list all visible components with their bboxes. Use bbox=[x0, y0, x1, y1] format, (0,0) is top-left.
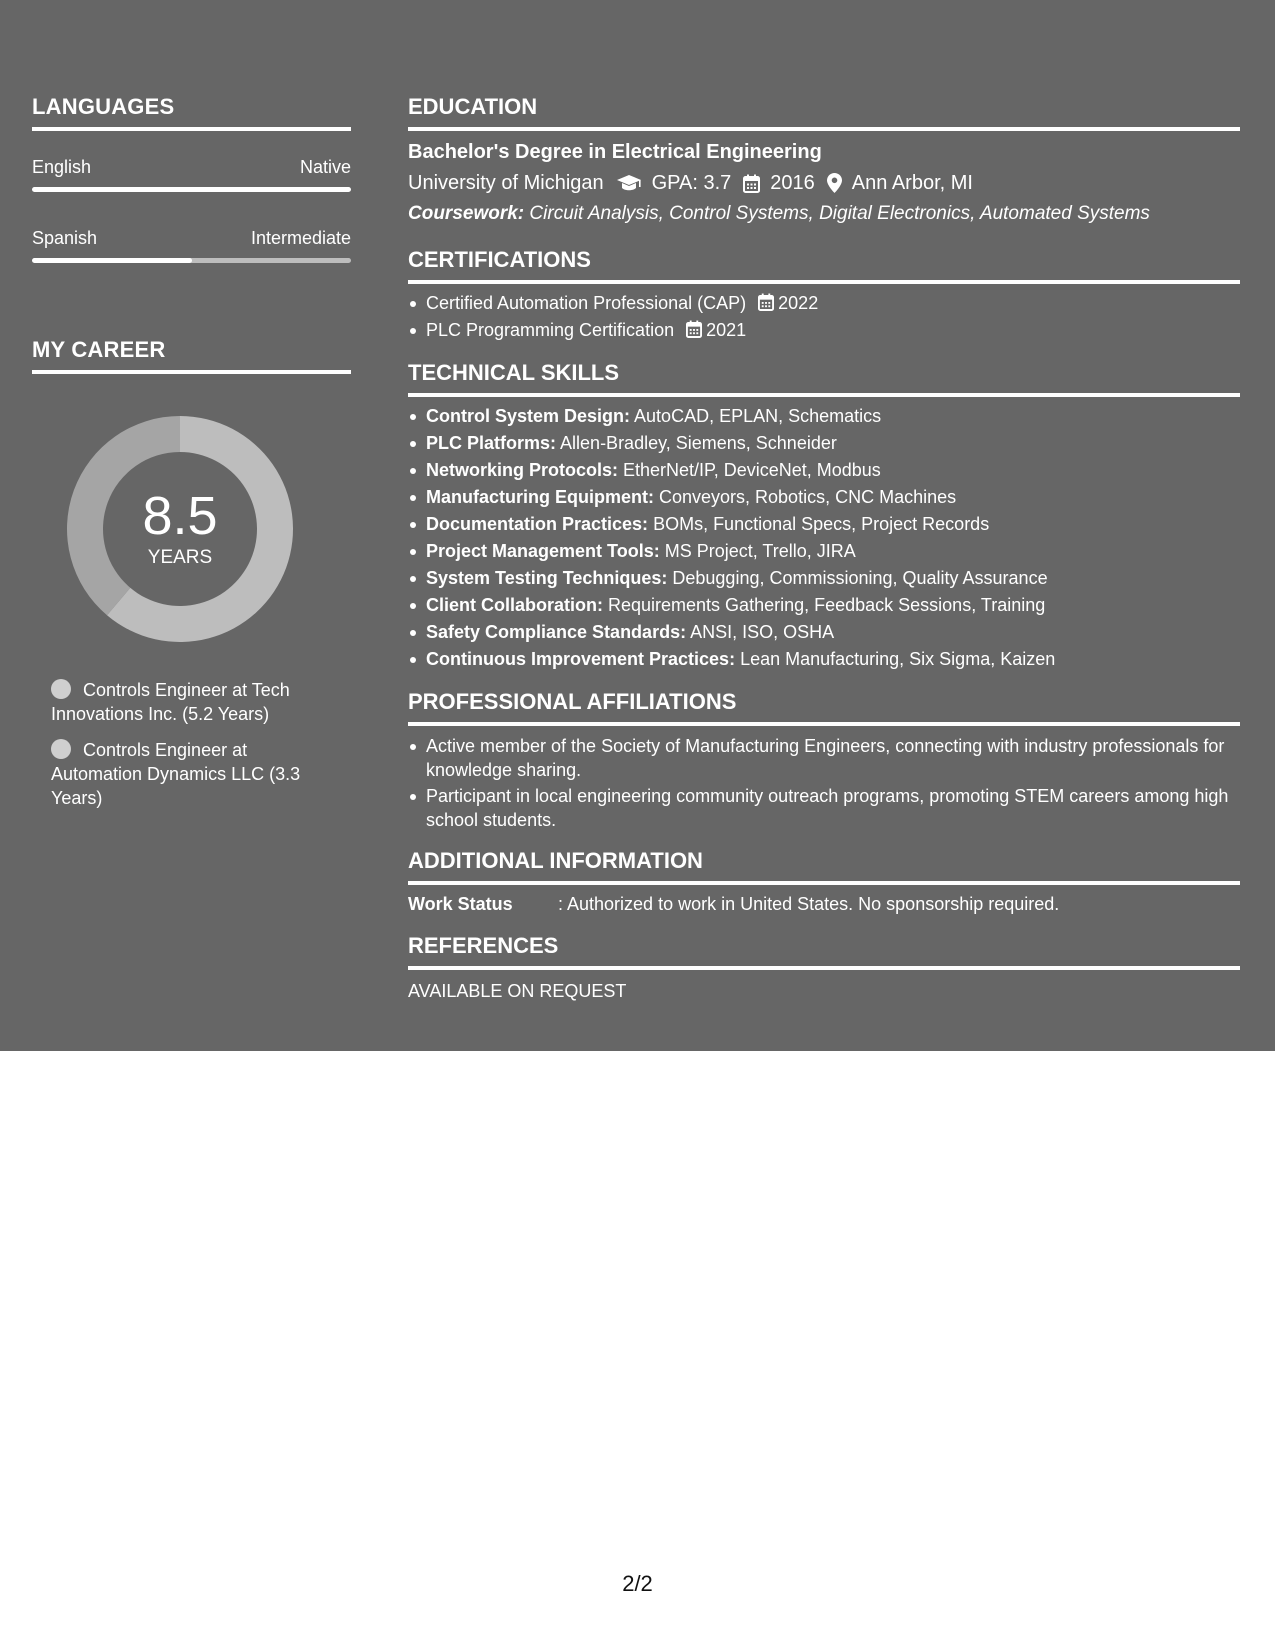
career-total-years: 8.5 bbox=[142, 486, 218, 546]
references-heading: REFERENCES bbox=[408, 933, 559, 958]
work-status-row bbox=[408, 893, 1240, 915]
skill-item bbox=[408, 592, 1240, 619]
affiliations-list bbox=[408, 734, 1240, 832]
location-pin-icon bbox=[827, 173, 842, 193]
skill-label: Continuous Improvement Practices: bbox=[426, 649, 736, 669]
education-location: Ann Arbor, MI bbox=[851, 172, 973, 194]
skill-value: Lean Manufacturing, Six Sigma, Kaizen bbox=[735, 649, 1056, 669]
language-item-spanish bbox=[32, 227, 351, 263]
skill-value: ANSI, ISO, OSHA bbox=[686, 622, 835, 642]
skill-value: AutoCAD, EPLAN, Schematics bbox=[630, 406, 882, 426]
coursework-list: Circuit Analysis, Control Systems, Digital Electronics, Automated Systems bbox=[524, 203, 1150, 224]
left-column bbox=[32, 94, 351, 810]
skills-heading: TECHNICAL SKILLS bbox=[408, 360, 620, 385]
certifications-heading: CERTIFICATIONS bbox=[408, 247, 591, 272]
skill-value: EtherNet/IP, DeviceNet, Modbus bbox=[618, 460, 881, 480]
education-coursework bbox=[408, 201, 1240, 227]
education-heading: EDUCATION bbox=[408, 94, 538, 119]
skills-divider bbox=[408, 393, 1240, 397]
coursework-label: Coursework: bbox=[408, 203, 525, 224]
skill-label: PLC Platforms: bbox=[426, 433, 557, 453]
skill-value: Conveyors, Robotics, CNC Machines bbox=[654, 487, 957, 507]
career-heading: MY CAREER bbox=[32, 337, 166, 362]
language-proficiency-fill bbox=[32, 258, 192, 263]
certification-name: PLC Programming Certification bbox=[426, 320, 675, 340]
skill-item bbox=[408, 646, 1240, 673]
education-gpa: GPA: 3.7 bbox=[651, 172, 732, 194]
language-proficiency-fill bbox=[32, 187, 351, 192]
career-donut-chart bbox=[67, 416, 293, 642]
graduation-cap-icon bbox=[616, 174, 642, 192]
skill-item bbox=[408, 538, 1240, 565]
skill-label: Networking Protocols: bbox=[426, 460, 619, 480]
work-status-label: Work Status bbox=[408, 894, 513, 914]
calendar-icon bbox=[758, 293, 774, 311]
calendar-icon bbox=[686, 320, 702, 338]
language-level: Native bbox=[299, 157, 351, 177]
skill-item bbox=[408, 403, 1240, 430]
skill-label: Manufacturing Equipment: bbox=[426, 487, 654, 507]
language-name: English bbox=[32, 157, 92, 177]
skill-value: BOMs, Functional Specs, Project Records bbox=[648, 514, 990, 534]
certification-item bbox=[408, 290, 1240, 317]
certification-year: 2022 bbox=[778, 293, 819, 313]
career-legend-label: Controls Engineer at Automation Dynamics LLC (3.3 Years) bbox=[51, 740, 301, 808]
education-school: University of Michigan bbox=[408, 172, 604, 194]
education-divider bbox=[408, 127, 1240, 131]
language-proficiency-bar bbox=[32, 187, 351, 192]
skill-value: MS Project, Trello, JIRA bbox=[659, 541, 856, 561]
skill-label: Project Management Tools: bbox=[426, 541, 660, 561]
skills-list bbox=[408, 403, 1240, 673]
education-year: 2016 bbox=[770, 172, 815, 194]
page-number: 2/2 bbox=[622, 1571, 653, 1596]
skill-value: Allen-Bradley, Siemens, Schneider bbox=[556, 433, 837, 453]
references-text: AVAILABLE ON REQUEST bbox=[408, 981, 627, 1001]
certification-year: 2021 bbox=[706, 320, 747, 340]
skill-label: Safety Compliance Standards: bbox=[426, 622, 687, 642]
skill-label: System Testing Techniques: bbox=[426, 568, 668, 588]
career-total-unit: YEARS bbox=[147, 547, 213, 568]
skill-item bbox=[408, 457, 1240, 484]
additional-info-divider bbox=[408, 881, 1240, 885]
right-column bbox=[408, 94, 1240, 1002]
references-divider bbox=[408, 966, 1240, 970]
affiliation-item: Participant in local engineering community outreach programs, promoting STEM careers among high school students. bbox=[408, 784, 1240, 832]
skill-label: Documentation Practices: bbox=[426, 514, 649, 534]
skill-value: Debugging, Commissioning, Quality Assurance bbox=[667, 568, 1048, 588]
certifications-list bbox=[408, 290, 1240, 344]
career-legend-item bbox=[51, 738, 341, 810]
skill-value: Requirements Gathering, Feedback Sessions, Training bbox=[603, 595, 1046, 615]
skill-label: Client Collaboration: bbox=[426, 595, 603, 615]
skill-item bbox=[408, 511, 1240, 538]
additional-info-heading: ADDITIONAL INFORMATION bbox=[408, 848, 703, 873]
career-legend-label: Controls Engineer at Tech Innovations Inc. (5.2 Years) bbox=[51, 680, 290, 724]
skill-label: Control System Design: bbox=[426, 406, 631, 426]
affiliations-heading: PROFESSIONAL AFFILIATIONS bbox=[408, 689, 737, 714]
career-legend-item bbox=[51, 678, 341, 726]
skill-item bbox=[408, 619, 1240, 646]
affiliation-item: Active member of the Society of Manufacturing Engineers, connecting with industry professionals for knowledge sharing. bbox=[408, 734, 1240, 782]
work-status-value: : Authorized to work in United States. No sponsorship required. bbox=[558, 894, 1060, 914]
certifications-divider bbox=[408, 280, 1240, 284]
languages-divider bbox=[32, 127, 351, 131]
career-divider bbox=[32, 370, 351, 374]
certification-name: Certified Automation Professional (CAP) bbox=[426, 293, 747, 313]
education-degree: Bachelor's Degree in Electrical Engineering bbox=[408, 141, 822, 163]
skill-item bbox=[408, 430, 1240, 457]
education-meta bbox=[408, 170, 1240, 196]
languages-heading: LANGUAGES bbox=[32, 94, 175, 119]
language-name: Spanish bbox=[32, 228, 98, 248]
calendar-icon bbox=[743, 174, 760, 193]
language-level: Intermediate bbox=[250, 228, 351, 248]
language-proficiency-bar bbox=[32, 258, 351, 263]
legend-dot bbox=[51, 739, 71, 759]
skill-item bbox=[408, 565, 1240, 592]
affiliations-divider bbox=[408, 722, 1240, 726]
legend-dot bbox=[51, 679, 71, 699]
certification-item bbox=[408, 317, 1240, 344]
language-item-english bbox=[32, 156, 351, 192]
skill-item bbox=[408, 484, 1240, 511]
